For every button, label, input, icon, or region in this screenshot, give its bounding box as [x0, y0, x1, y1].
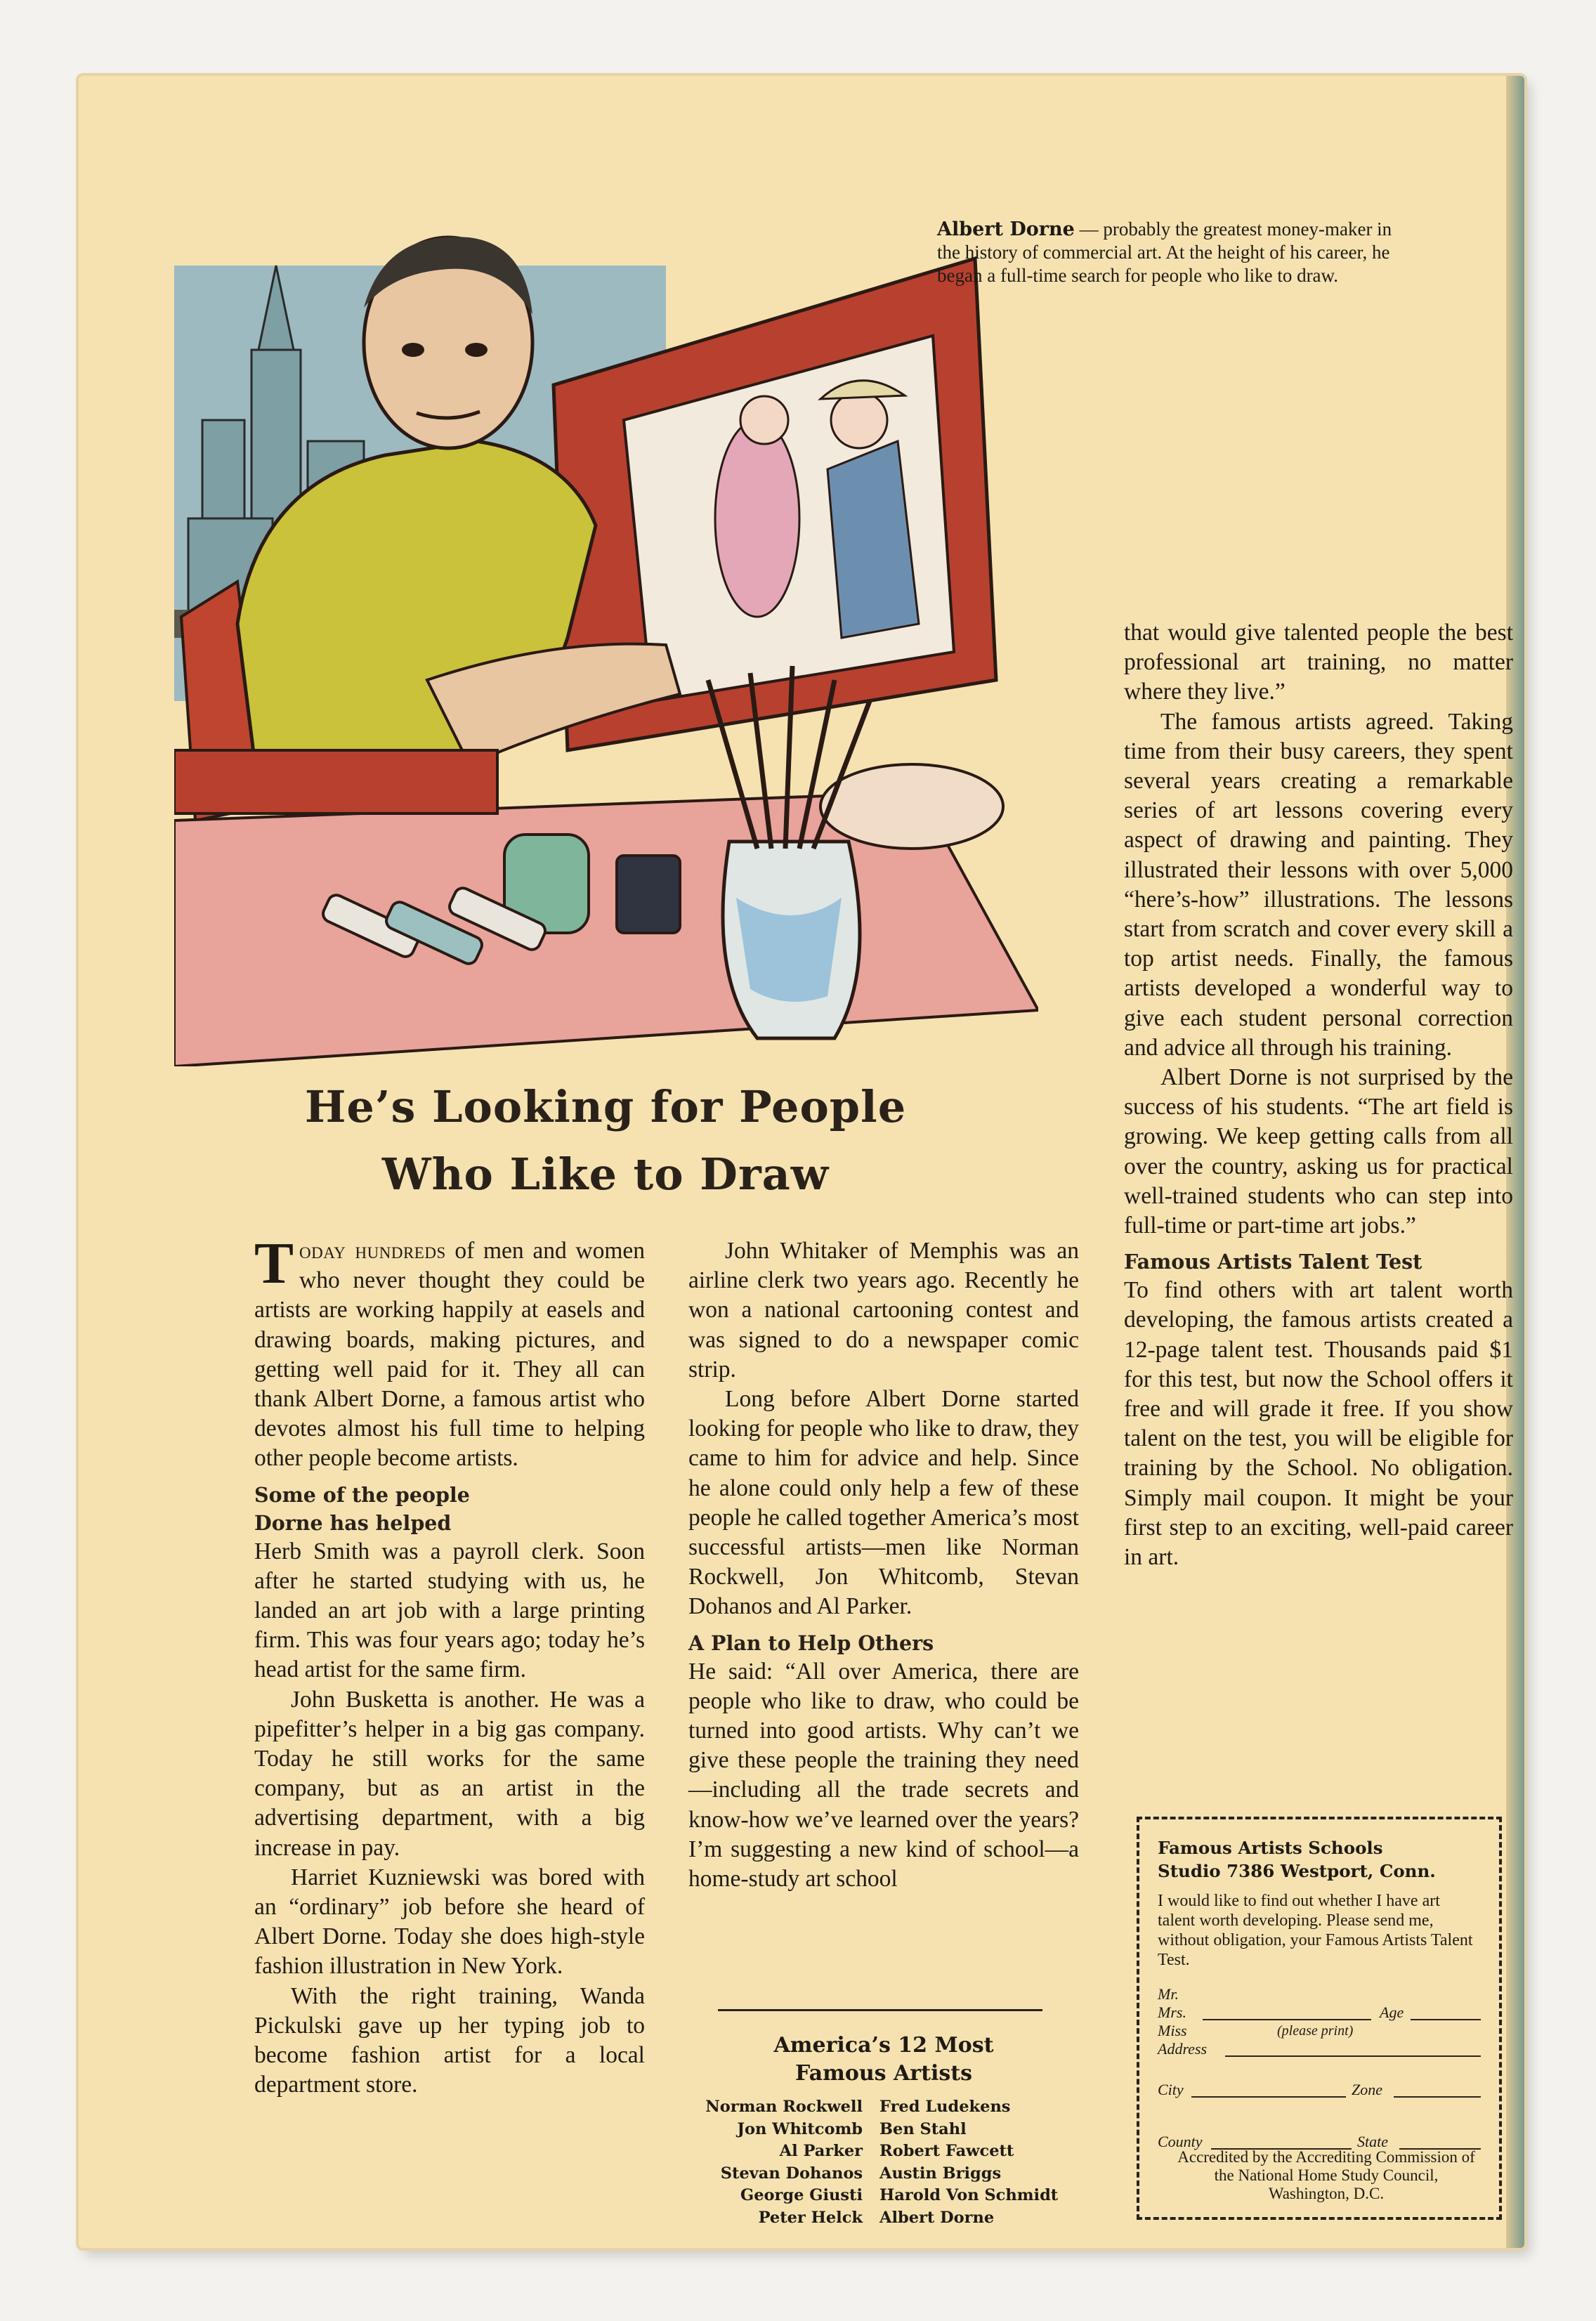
column-2-paragraph-2: Long before Albert Dorne started looking for people who like to draw, they came to him for advice and help. Since he alone could only help a few of these people he called together America’s most successful artists—men like Norman Rockwell, Jon Whitcomb, Stevan Dohanos and Al Parker. — [688, 1386, 1079, 1620]
column-2-paragraph-3: He said: “All over America, there are people who like to draw, who could be turned into good artists. Why can’t we give these people the training they need—including all the trade secrets and know-how we’ve learned over the years? I’m suggesting a new kind of school—a home-study art school — [688, 1658, 1079, 1892]
column-2-paragraph-1: John Whitaker of Memphis was an airline clerk two years ago. Recently he won a national cartooning contest and was signed to do a newspaper comic strip. — [688, 1238, 1079, 1382]
column-1-paragraph-4: Harriet Kuzniewski was bored with an “ordinary” job before she heard of Albert Dorne. Today she does high-style fashion illustration in New York. — [254, 1864, 645, 1980]
artists-list — [683, 2096, 1090, 2229]
coupon-row-city — [1158, 2068, 1481, 2120]
list-divider — [718, 2009, 1042, 2011]
address-field[interactable] — [1225, 2055, 1481, 2057]
desk-edge — [174, 750, 497, 813]
coupon-city-label: City — [1158, 2081, 1184, 2098]
artists-title-line-1: America’s 12 Most — [773, 2033, 994, 2058]
artist-name: George Giusti — [740, 2186, 863, 2204]
column-3-paragraph-3: Albert Dorne is not surprised by the success of his students. “The art field is growing. We keep getting calls from all over the country, asking us for practical well-trained students who can step into full-time or part-time art jobs.” — [1124, 1064, 1513, 1239]
artist-name: Harold Von Schmidt — [879, 2186, 1059, 2204]
city-field[interactable] — [1191, 2096, 1346, 2098]
coupon-age-label: Age — [1380, 2003, 1404, 2021]
artists-title-line-2: Famous Artists — [795, 2061, 972, 2086]
subheading-line-1: Some of the people — [254, 1482, 470, 1507]
coupon-row-mrs — [1158, 2003, 1481, 2022]
lead-in: oday hundreds — [299, 1238, 446, 1264]
artists-list-title — [688, 2032, 1079, 2088]
coupon-row-address — [1158, 2040, 1481, 2068]
column-2 — [688, 1236, 1079, 1894]
coupon-message: I would like to find out whether I have art talent worth developing. Please send me, without obligation, your Famous Artists Talent Test. — [1158, 1892, 1473, 1969]
artist-name: Austin Briggs — [879, 2164, 1002, 2183]
coupon-mrs-label: Mrs. — [1158, 2003, 1186, 2021]
coupon-studio-address: Studio 7386 Westport, Conn. — [1158, 1861, 1436, 1881]
artist-name: Robert Fawcett — [879, 2142, 1014, 2160]
age-field[interactable] — [1411, 2019, 1481, 2020]
coupon-row-mr — [1158, 1985, 1481, 2003]
mail-coupon[interactable] — [1137, 1817, 1502, 2220]
drop-cap: T — [254, 1231, 294, 1296]
subheading-line-2: Dorne has helped — [254, 1510, 452, 1535]
artist-name: Stevan Dohanos — [720, 2164, 863, 2183]
column-3-paragraph-2: The famous artists agreed. Taking time from their busy careers, they spent several years creating a remarkable series of art lessons covering every aspect of drawing and painting. They illustrated their lessons with over 5,000 “here’s-how” illustrations. The lessons start from scratch and cover every skill a top artist needs. Finally, the famous artists developed a wonderful way to give each student personal correction and advice all through his training. — [1124, 708, 1513, 1061]
please-print-note: (please print) — [1277, 2023, 1354, 2039]
coupon-mr-label: Mr. — [1158, 1985, 1179, 2003]
artist-name: Peter Helck — [758, 2208, 863, 2227]
coupon-miss-label: Miss — [1158, 2022, 1187, 2039]
coupon-zone-label: Zone — [1352, 2081, 1382, 2098]
column-1-paragraph-1 — [254, 1231, 645, 1474]
headline-line-1: He’s Looking for People — [304, 1081, 907, 1132]
headline-line-2: Who Like to Draw — [381, 1149, 830, 1200]
column-3 — [1124, 618, 1513, 1572]
coupon-address-label: Address — [1158, 2040, 1208, 2058]
column-3-paragraph-4: To find others with art talent worth developing, the famous artists created a 12-page talent test. Thousands paid $1 for this test, but now the School offers it free and will grade it free. If you show talent on the test, you will be eligible for training by the School. No obligation. Simply mail coupon. It might be your first step to an exciting, well-paid career in art. — [1124, 1277, 1513, 1571]
coupon-county-label: County — [1158, 2133, 1203, 2150]
coupon-school-name: Famous Artists Schools — [1158, 1838, 1383, 1858]
comic-back-cover — [79, 76, 1524, 2248]
column-1-paragraph-3: John Busketta is another. He was a pipefitter’s helper in a big gas company. Today he still works for the same company, but as an artist in the advertising department, with a big increase in pay. — [254, 1686, 645, 1861]
column-1-paragraph-2: Herb Smith was a payroll clerk. Soon after he started studying with us, he landed an art job with a large printing firm. This was four years ago; today he’s head artist for the same firm. — [254, 1538, 645, 1683]
artist-name: Al Parker — [779, 2142, 863, 2160]
artist-name: Albert Dorne — [879, 2208, 995, 2227]
zone-field[interactable] — [1394, 2096, 1481, 2098]
caption-text: — probably the greatest money-maker in the history of commercial art. At the height of his career, he began a full-time search for people who like to draw. — [937, 218, 1392, 286]
headline — [219, 1073, 992, 1208]
artist-illustration — [174, 188, 1038, 1066]
paragraph-1-text: of men and women who never thought they could be artists are working happily at easels and drawing boards, making pictures, and getting well paid for it. They all can thank Albert Dorne, a famous artist who devotes almost his full time to helping other people become artists. — [254, 1238, 645, 1472]
subheading-plan: A Plan to Help Others — [688, 1630, 934, 1655]
subheading-dorne-helped — [254, 1481, 645, 1537]
artist-name: Ben Stahl — [879, 2119, 967, 2138]
column-1-paragraph-5: With the right training, Wanda Pickulski gave up her typing job to become fashion artist for a local department store. — [254, 1982, 645, 2098]
column-3-paragraph-1: that would give talented people the best professional art training, no matter where they live.” — [1124, 620, 1513, 705]
coupon-state-label: State — [1357, 2133, 1388, 2150]
artist-name: Fred Ludekens — [879, 2098, 1011, 2116]
artist-name: Norman Rockwell — [705, 2098, 863, 2116]
coupon-row-miss — [1158, 2022, 1481, 2040]
column-1 — [254, 1231, 645, 2100]
subheading-talent-test: Famous Artists Talent Test — [1124, 1250, 1422, 1274]
illustration-caption — [937, 218, 1401, 287]
caption-name: Albert Dorne — [937, 218, 1075, 240]
accreditation-note: Accredited by the Accrediting Commission of the National Home Study Council, Washington, D.C. — [1177, 2148, 1475, 2202]
artist-name: Jon Whitcomb — [737, 2119, 863, 2138]
name-field[interactable] — [1203, 2019, 1371, 2020]
